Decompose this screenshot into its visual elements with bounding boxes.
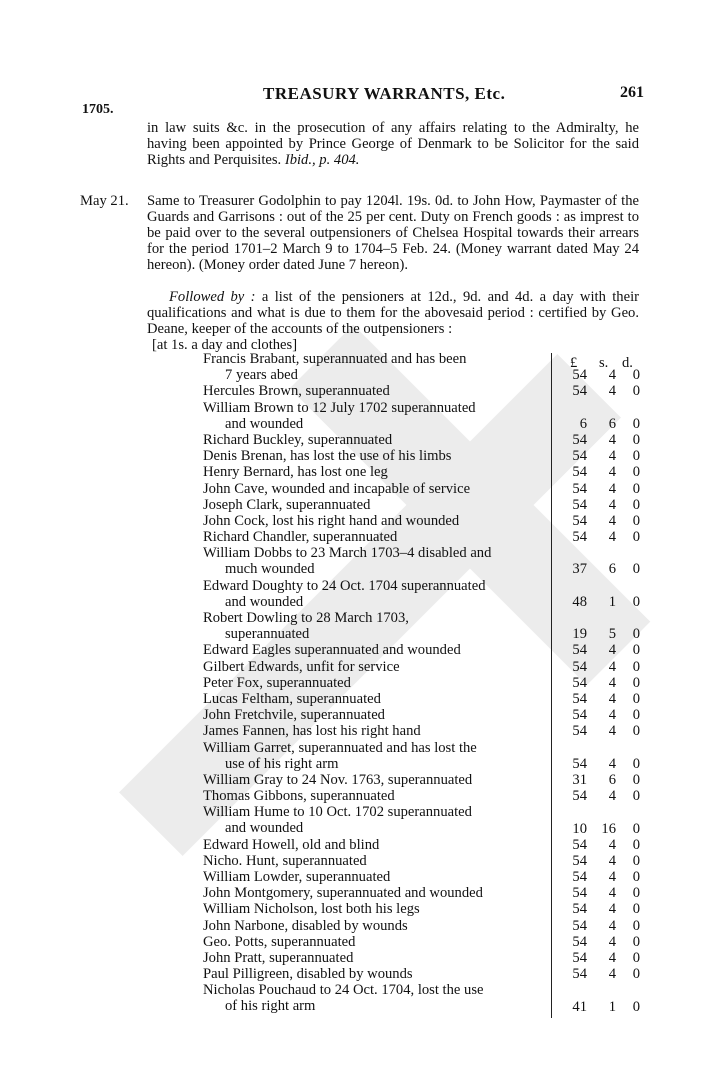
table-row xyxy=(0,351,720,383)
amount-shillings: 4 xyxy=(608,383,616,400)
amount-pence: 0 xyxy=(632,642,640,659)
pensioner-name: William Lowder, superannuated xyxy=(203,869,391,886)
amount-pence: 0 xyxy=(632,852,640,869)
pensioner-entry xyxy=(203,642,551,658)
table-row xyxy=(0,853,720,869)
pensioner-name: William Garret, superannuated and has lost the xyxy=(203,739,477,756)
amount-pounds: 54 xyxy=(572,869,587,886)
amount-pence: 0 xyxy=(632,561,640,578)
amount-shillings: 4 xyxy=(608,885,616,902)
pensioner-entry xyxy=(203,578,551,610)
table-row xyxy=(0,772,720,788)
amount-pounds: 54 xyxy=(572,788,587,805)
pensioner-entry xyxy=(203,610,551,642)
table-row xyxy=(0,788,720,804)
table-row xyxy=(0,432,720,448)
amount-pence: 0 xyxy=(632,885,640,902)
table-row xyxy=(0,481,720,497)
amount-pence: 0 xyxy=(632,723,640,740)
pensioner-name-continued: and wounded xyxy=(225,820,304,837)
amount-shillings: 4 xyxy=(608,658,616,675)
pensioner-name: Nicho. Hunt, superannuated xyxy=(203,852,367,869)
pensioner-name: Gilbert Edwards, unfit for service xyxy=(203,658,400,675)
pensioner-name: Denis Brenan, has lost the use of his limbs xyxy=(203,448,452,465)
amount-pence: 0 xyxy=(632,836,640,853)
pensioner-name-continued: and wounded xyxy=(225,593,304,610)
pensioner-name: Edward Howell, old and blind xyxy=(203,836,380,853)
amount-pounds: 19 xyxy=(572,626,587,643)
amount-shillings: 4 xyxy=(608,869,616,886)
amount-shillings: 4 xyxy=(608,480,616,497)
amount-pence: 0 xyxy=(632,901,640,918)
amount-pounds: 54 xyxy=(572,367,587,384)
amount-pence: 0 xyxy=(632,512,640,529)
amount-shillings: 4 xyxy=(608,464,616,481)
amount-shillings: 4 xyxy=(608,788,616,805)
pensioner-name: Robert Dowling to 28 March 1703, xyxy=(203,610,409,627)
amount-pence: 0 xyxy=(632,464,640,481)
amount-pence: 0 xyxy=(632,626,640,643)
pensioner-name: John Montgomery, superannuated and wounded xyxy=(203,885,483,902)
pensioner-name-continued: much wounded xyxy=(225,561,315,578)
bracket-note: [at 1s. a day and clothes] xyxy=(152,337,298,353)
amount-shillings: 4 xyxy=(608,642,616,659)
pensioner-entry xyxy=(203,982,551,1014)
amount-pence: 0 xyxy=(632,869,640,886)
amount-pounds: 54 xyxy=(572,933,587,950)
column-head-pence: d. xyxy=(622,355,633,371)
amount-pence: 0 xyxy=(632,917,640,934)
pensioner-name: Richard Buckley, superannuated xyxy=(203,431,393,448)
pensioner-entry xyxy=(203,400,551,432)
amount-pounds: 54 xyxy=(572,512,587,529)
table-row xyxy=(0,982,720,1014)
pensioner-entry xyxy=(203,675,551,691)
pensioner-name-continued: 7 years abed xyxy=(225,367,298,383)
amount-pounds: 31 xyxy=(572,771,587,788)
pensioner-entry xyxy=(203,659,551,675)
pensioner-name: Geo. Potts, superannuated xyxy=(203,933,356,950)
amount-shillings: 4 xyxy=(608,512,616,529)
table-row xyxy=(0,740,720,772)
pensioner-entry xyxy=(203,432,551,448)
table-row xyxy=(0,497,720,513)
pensioner-entry xyxy=(203,901,551,917)
pensioner-entry xyxy=(203,497,551,513)
pensioner-name: Thomas Gibbons, superannuated xyxy=(203,788,395,805)
amount-pence: 0 xyxy=(632,383,640,400)
amount-pence: 0 xyxy=(632,674,640,691)
pensioner-entry xyxy=(203,885,551,901)
amount-pence: 0 xyxy=(632,707,640,724)
amount-pence: 0 xyxy=(632,529,640,546)
table-row xyxy=(0,885,720,901)
pensioner-entry xyxy=(203,918,551,934)
table-row xyxy=(0,950,720,966)
amount-pounds: 54 xyxy=(572,529,587,546)
amount-pounds: 54 xyxy=(572,723,587,740)
amount-pence: 0 xyxy=(632,658,640,675)
amount-pounds: 54 xyxy=(572,950,587,967)
pensioner-entry xyxy=(203,723,551,739)
amount-shillings: 5 xyxy=(608,626,616,643)
amount-pounds: 54 xyxy=(572,691,587,708)
paragraph-text: in law suits &c. in the prosecution of any affairs relating to the Admiralty, he having been appointed by Prince George of Denmark to be Solicitor for the said Rights and Perquisites. xyxy=(147,120,639,168)
amount-shillings: 4 xyxy=(608,950,616,967)
amount-pence: 0 xyxy=(632,966,640,983)
pensioner-entry xyxy=(203,740,551,772)
amount-shillings: 4 xyxy=(608,933,616,950)
pensioner-name: John Pratt, superannuated xyxy=(203,950,354,967)
amount-shillings: 4 xyxy=(608,901,616,918)
amount-pence: 0 xyxy=(632,448,640,465)
pensioner-name: John Cave, wounded and incapable of service xyxy=(203,480,471,497)
pensioner-name: Henry Bernard, has lost one leg xyxy=(203,464,388,481)
pensioner-name: William Hume to 10 Oct. 1702 superannuated xyxy=(203,804,472,821)
amount-pence: 0 xyxy=(632,691,640,708)
table-row xyxy=(0,545,720,577)
table-row xyxy=(0,529,720,545)
amount-shillings: 6 xyxy=(608,415,616,432)
amount-pence: 0 xyxy=(632,933,640,950)
amount-pounds: 54 xyxy=(572,836,587,853)
pensioner-name: John Narbone, disabled by wounds xyxy=(203,917,408,934)
amount-shillings: 4 xyxy=(608,691,616,708)
pensioner-name: Peter Fox, superannuated xyxy=(203,674,351,691)
amount-shillings: 4 xyxy=(608,836,616,853)
pensioner-entry xyxy=(203,966,551,982)
pensioner-name-continued: and wounded xyxy=(225,415,304,432)
page-number: 261 xyxy=(620,84,644,101)
table-row xyxy=(0,383,720,399)
pensioner-name: William Nicholson, lost both his legs xyxy=(203,901,420,918)
amount-pounds: 41 xyxy=(572,998,587,1015)
amount-pence: 0 xyxy=(632,367,640,384)
pensioner-name-continued: use of his right arm xyxy=(225,755,339,772)
amount-pence: 0 xyxy=(632,998,640,1015)
table-row xyxy=(0,723,720,739)
amount-shillings: 4 xyxy=(608,707,616,724)
amount-pounds: 54 xyxy=(572,480,587,497)
pensioner-entry xyxy=(203,448,551,464)
table-row xyxy=(0,837,720,853)
pensioner-entry xyxy=(203,772,551,788)
pensioner-name: Richard Chandler, superannuated xyxy=(203,529,398,546)
amount-pence: 0 xyxy=(632,480,640,497)
amount-pounds: 54 xyxy=(572,966,587,983)
amount-pounds: 10 xyxy=(572,820,587,837)
followed-by-text: a list of the pensioners at 12d., 9d. and 4d. a day with their qualifications and what is due to them for the abovesaid period : certified by Geo. Deane, keeper of the accounts of the outpensioners : xyxy=(147,289,639,337)
amount-shillings: 4 xyxy=(608,723,616,740)
column-head-shillings: s. xyxy=(599,355,609,371)
amount-pounds: 54 xyxy=(572,464,587,481)
pensioner-entry xyxy=(203,513,551,529)
pensioner-entry xyxy=(203,950,551,966)
amount-shillings: 4 xyxy=(608,529,616,546)
pensioner-name: Paul Pilligreen, disabled by wounds xyxy=(203,966,413,983)
amount-pounds: 54 xyxy=(572,917,587,934)
amount-pounds: 54 xyxy=(572,755,587,772)
pensioner-name: James Fannen, has lost his right hand xyxy=(203,723,421,740)
entry-date: May 21. xyxy=(80,193,129,209)
pensioner-entry xyxy=(203,804,551,836)
table-row xyxy=(0,691,720,707)
amount-shillings: 6 xyxy=(608,771,616,788)
followed-by-paragraph xyxy=(147,289,639,337)
table-row xyxy=(0,610,720,642)
pensioner-list xyxy=(0,351,720,1015)
amount-pence: 0 xyxy=(632,431,640,448)
amount-shillings: 4 xyxy=(608,496,616,513)
pensioner-entry xyxy=(203,837,551,853)
table-row xyxy=(0,513,720,529)
amount-pounds: 54 xyxy=(572,496,587,513)
pensioner-name-continued: superannuated xyxy=(225,626,310,643)
amount-pounds: 54 xyxy=(572,658,587,675)
column-head-pounds: £ xyxy=(570,355,578,371)
amount-pounds: 54 xyxy=(572,431,587,448)
pensioner-name: William Dobbs to 23 March 1703–4 disabled and xyxy=(203,545,492,562)
pensioner-entry xyxy=(203,788,551,804)
table-row xyxy=(0,918,720,934)
amount-shillings: 4 xyxy=(608,674,616,691)
amount-shillings: 4 xyxy=(608,966,616,983)
pensioner-entry xyxy=(203,545,551,577)
amount-pounds: 54 xyxy=(572,642,587,659)
warrant-entry: Same to Treasurer Godolphin to pay 1204l. 19s. 0d. to John How, Paymaster of the Guards and Garrisons : out of the 25 per cent. Duty on French goods : as imprest to be paid over to the several outpensioners of Chelsea Hospital towards their arrears for the period 1701–2 March 9 to 1704–5 Feb. 24. (Money warrant dated May 24 hereon). (Money order dated June 7 hereon). xyxy=(147,193,639,273)
amount-pence: 0 xyxy=(632,415,640,432)
paragraph-continuation xyxy=(147,120,639,168)
pensioner-name: Edward Eagles superannuated and wounded xyxy=(203,642,461,659)
amount-pence: 0 xyxy=(632,820,640,837)
pensioner-name: Hercules Brown, superannuated xyxy=(203,383,390,400)
pensioner-entry xyxy=(203,934,551,950)
amount-shillings: 4 xyxy=(608,852,616,869)
table-row xyxy=(0,707,720,723)
pensioner-entry xyxy=(203,383,551,399)
amount-shillings: 6 xyxy=(608,561,616,578)
table-row xyxy=(0,578,720,610)
table-row xyxy=(0,869,720,885)
page-title: TREASURY WARRANTS, Etc. xyxy=(263,84,506,103)
amount-shillings: 1 xyxy=(608,593,616,610)
amount-pounds: 54 xyxy=(572,674,587,691)
amount-pence: 0 xyxy=(632,950,640,967)
pensioner-name: Joseph Clark, superannuated xyxy=(203,496,371,513)
table-row xyxy=(0,464,720,480)
amount-shillings: 4 xyxy=(608,917,616,934)
amount-pence: 0 xyxy=(632,496,640,513)
followed-by-lead: Followed by : xyxy=(169,289,256,305)
amount-shillings: 4 xyxy=(608,448,616,465)
amount-pounds: 54 xyxy=(572,383,587,400)
table-row xyxy=(0,675,720,691)
pensioner-entry xyxy=(203,853,551,869)
pensioner-name-continued: of his right arm xyxy=(225,998,316,1015)
amount-pounds: 54 xyxy=(572,707,587,724)
pensioner-name: Edward Doughty to 24 Oct. 1704 superannuated xyxy=(203,577,486,594)
amount-pence: 0 xyxy=(632,755,640,772)
amount-shillings: 16 xyxy=(601,820,616,837)
pensioner-name: William Gray to 24 Nov. 1763, superannuated xyxy=(203,771,473,788)
amount-shillings: 4 xyxy=(608,367,616,384)
amount-pence: 0 xyxy=(632,788,640,805)
citation-ref: Ibid., p. 404. xyxy=(284,152,360,168)
amount-pounds: 54 xyxy=(572,852,587,869)
pensioner-entry xyxy=(203,707,551,723)
table-row xyxy=(0,966,720,982)
table-row xyxy=(0,804,720,836)
table-row xyxy=(0,400,720,432)
amount-pounds: 54 xyxy=(572,885,587,902)
table-row xyxy=(0,901,720,917)
amount-pence: 0 xyxy=(632,771,640,788)
pensioner-entry xyxy=(203,481,551,497)
pensioner-entry xyxy=(203,529,551,545)
pensioner-entry xyxy=(203,351,551,383)
pensioner-entry xyxy=(203,691,551,707)
amount-shillings: 4 xyxy=(608,431,616,448)
pensioner-name: Nicholas Pouchaud to 24 Oct. 1704, lost the use xyxy=(203,982,484,999)
amount-pounds: 54 xyxy=(572,448,587,465)
table-row xyxy=(0,659,720,675)
amount-shillings: 4 xyxy=(608,755,616,772)
amount-pounds: 6 xyxy=(579,415,587,432)
amount-pounds: 48 xyxy=(572,593,587,610)
pensioner-name: John Cock, lost his right hand and wounded xyxy=(203,512,460,529)
pensioner-entry xyxy=(203,869,551,885)
table-row xyxy=(0,934,720,950)
pensioner-name: William Brown to 12 July 1702 superannuated xyxy=(203,399,476,416)
amount-pounds: 54 xyxy=(572,901,587,918)
pensioner-name: John Fretchvile, superannuated xyxy=(203,707,385,724)
pensioner-name: Lucas Feltham, superannuated xyxy=(203,691,381,708)
pensioner-entry xyxy=(203,464,551,480)
pensioner-name: Francis Brabant, superannuated and has been xyxy=(203,351,467,367)
amount-pence: 0 xyxy=(632,593,640,610)
amount-pounds: 37 xyxy=(572,561,587,578)
margin-year: 1705. xyxy=(82,102,114,117)
table-row xyxy=(0,448,720,464)
amount-shillings: 1 xyxy=(608,998,616,1015)
table-row xyxy=(0,642,720,658)
